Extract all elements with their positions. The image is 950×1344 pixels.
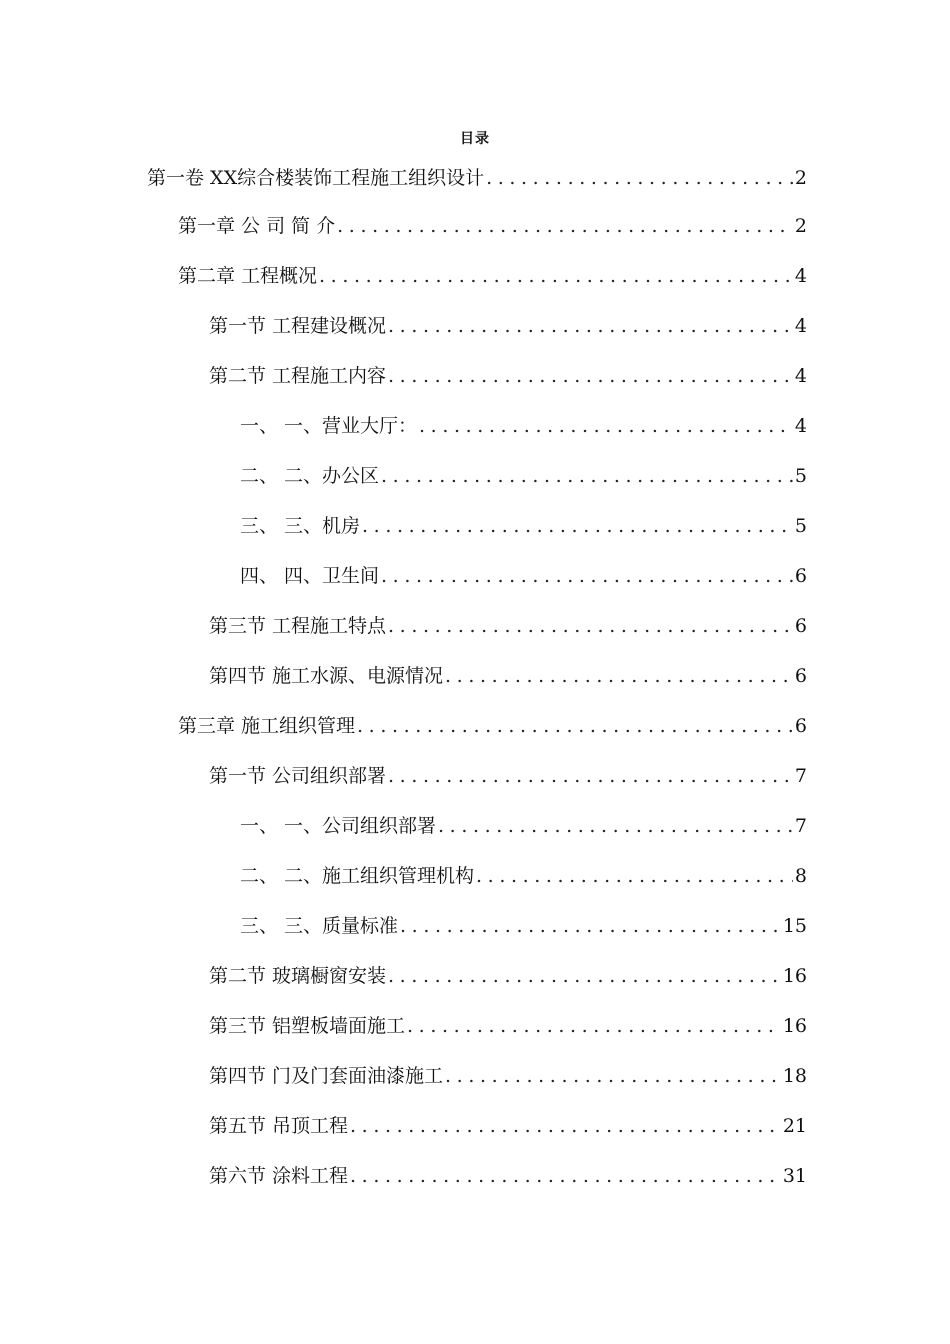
toc-entry[interactable] (178, 258, 807, 294)
dot-leader (388, 608, 793, 644)
toc-entry[interactable] (209, 1008, 807, 1044)
toc-entry-page: 8 (794, 865, 807, 887)
toc-entry-label: 一、 一、公司组织部署 (240, 815, 437, 837)
toc-entry-page: 4 (794, 415, 807, 437)
toc-entry-page: 15 (782, 915, 807, 937)
toc-entry-label: 第三节 铝塑板墙面施工 (209, 1015, 406, 1037)
toc-entry-page: 5 (794, 465, 807, 487)
toc-entry-page: 5 (794, 515, 807, 537)
toc-entry-label: 第一节 公司组织部署 (209, 765, 387, 787)
dot-leader (337, 208, 793, 244)
toc-entry[interactable] (240, 908, 807, 944)
dot-leader (388, 958, 781, 994)
toc-entry-page: 31 (782, 1165, 807, 1187)
dot-leader (476, 858, 793, 894)
toc-entry-label: 第一章 公 司 简 介 (178, 215, 336, 237)
toc-entry[interactable] (240, 508, 807, 544)
dot-leader (388, 758, 793, 794)
dot-leader (400, 908, 781, 944)
toc-entry-page: 16 (782, 965, 807, 987)
toc-entry[interactable] (178, 208, 807, 244)
toc-entry[interactable] (209, 658, 807, 694)
toc-entry-page: 6 (794, 565, 807, 587)
toc-entry-label: 第六节 涂料工程 (209, 1165, 349, 1187)
toc-entry-label: 第四节 门及门套面油漆施工 (209, 1065, 444, 1087)
toc-entry[interactable] (209, 608, 807, 644)
dot-leader (445, 658, 793, 694)
dot-leader (486, 160, 793, 196)
toc-entry-label: 第二节 玻璃橱窗安装 (209, 965, 387, 987)
toc-entry-label: 三、 三、机房 (240, 515, 361, 537)
toc-entry-label: 三、 三、质量标准 (240, 915, 399, 937)
toc-title: 目录 (460, 131, 490, 147)
toc-entry-label: 第一卷 XX综合楼装饰工程施工组织设计 (147, 167, 485, 189)
dot-leader (350, 1158, 781, 1194)
toc-entry-label: 第一节 工程建设概况 (209, 315, 387, 337)
toc-entry[interactable] (209, 1108, 807, 1144)
toc-entry-page: 18 (782, 1065, 807, 1087)
toc-entry-page: 6 (794, 715, 807, 737)
toc-entry-page: 4 (794, 365, 807, 387)
toc-entry-label: 第三节 工程施工特点 (209, 615, 387, 637)
toc-entry[interactable] (240, 408, 807, 444)
toc-entry-page: 16 (782, 1015, 807, 1037)
toc-entry[interactable] (209, 358, 807, 394)
toc-entry[interactable] (240, 458, 807, 494)
toc-entry-label: 一、 一、营业大厅： (240, 415, 418, 437)
toc-entry[interactable] (209, 1158, 807, 1194)
dot-leader (419, 408, 793, 444)
toc-entry[interactable] (240, 808, 807, 844)
toc-entry-page: 2 (794, 215, 807, 237)
toc-entry[interactable] (209, 758, 807, 794)
toc-entry-label: 二、 二、施工组织管理机构 (240, 865, 475, 887)
toc-entry-page: 21 (782, 1115, 807, 1137)
toc-entry[interactable] (209, 958, 807, 994)
dot-leader (319, 258, 793, 294)
toc-entry-page: 7 (794, 765, 807, 787)
dot-leader (362, 508, 793, 544)
dot-leader (357, 708, 793, 744)
toc-entry[interactable] (178, 708, 807, 744)
toc-entry-label: 第三章 施工组织管理 (178, 715, 356, 737)
toc-entry-page: 7 (794, 815, 807, 837)
dot-leader (388, 358, 793, 394)
dot-leader (438, 808, 793, 844)
toc-entry-page: 6 (794, 615, 807, 637)
toc-entry-page: 6 (794, 665, 807, 687)
toc-entry-label: 第二节 工程施工内容 (209, 365, 387, 387)
dot-leader (350, 1108, 781, 1144)
toc-entry-label: 四、 四、卫生间 (240, 565, 380, 587)
toc-entry[interactable] (209, 308, 807, 344)
toc-entry[interactable] (147, 160, 807, 196)
toc-entry-page: 4 (794, 315, 807, 337)
dot-leader (445, 1058, 781, 1094)
toc-entry-label: 第五节 吊顶工程 (209, 1115, 349, 1137)
toc-entry-page: 4 (794, 265, 807, 287)
toc-entry[interactable] (209, 1058, 807, 1094)
dot-leader (388, 308, 793, 344)
dot-leader (381, 558, 793, 594)
toc-entry-label: 第四节 施工水源、电源情况 (209, 665, 444, 687)
toc-entry-label: 二、 二、办公区 (240, 465, 380, 487)
toc-entry[interactable] (240, 558, 807, 594)
dot-leader (381, 458, 793, 494)
toc-entry-label: 第二章 工程概况 (178, 265, 318, 287)
toc-entry-page: 2 (794, 167, 807, 189)
toc-entry[interactable] (240, 858, 807, 894)
dot-leader (407, 1008, 781, 1044)
